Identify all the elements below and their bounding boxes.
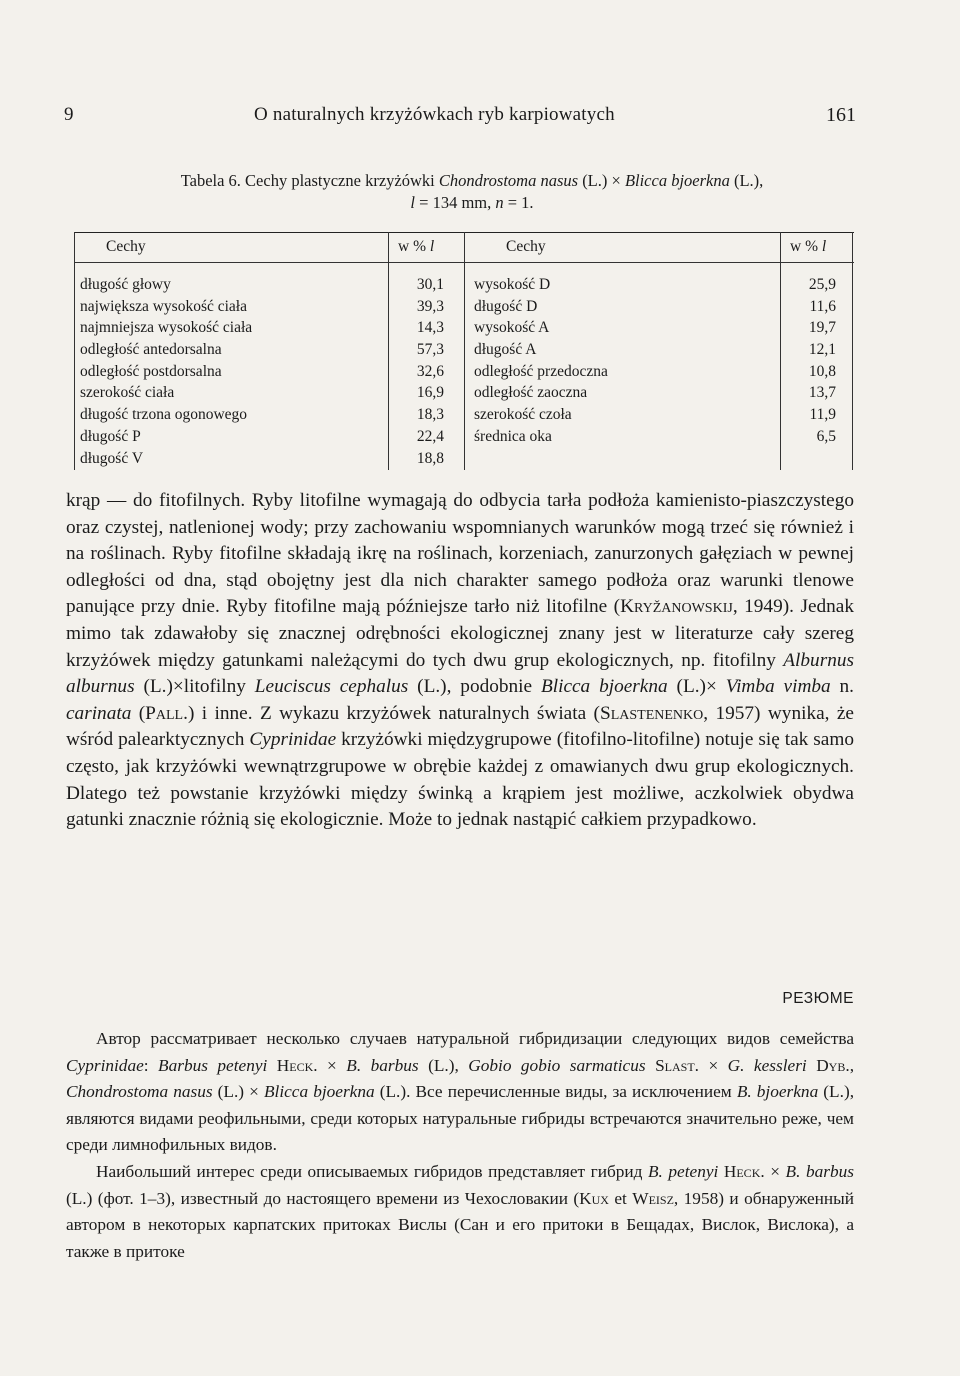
table-cell: 11,9 [809,406,836,424]
table-cell: 10,8 [808,362,836,380]
table-cell: 18,3 [416,406,444,424]
body-paragraph: krąp — do fitofilnych. Ryby litofilne wymagają do odbycia tarła podłoża kamienisto-piaszczystego oraz czystej, natlenionej wody; przy zachowaniu wspomnianych warunków mogą trzeć się również i na roślinach. Ryby fitofilne składają ikrę na roślinach, korzeniach, zanurzonych gałęziach w pewnej odległości od dna, stąd obojętny jest dla nich charakter samego podłoża oraz warunki tlenowe panujące przy dnie. Ryby fitofilne mają późniejsze tarło niż litofilne (Kryžanowskij, 1949). Jednak mimo tak zdawałoby się znacznej odrębności ekologicznej znany jest w literaturze cały szereg krzyżówek między gatunkami należącymi do tych dwu grup ekologicznych, np. fitofilny Alburnus alburnus (L.)×litofilny Leuciscus cephalus (L.), podobnie Blicca bjoerkna (L.)× Vimba vimba n. carinata (Pall.) i inne. Z wykazu krzyżówek naturalnych świata (Slastenenko, 1957) wynika, że wśród palearktycznych Cyprinidae krzyżówki międzygrupowe (fitofilno-litofilne) notuje się tak samo często, jak krzyżówki wewnątrzgrupowe w obrębie każdej z omawianych dwu grup ekologicznych. Dlatego też powstanie krzyżówki między świnką a krąpiem jest możliwe, aczkolwiek obydwa gatunki znacznie różnią się ekologicznie. Może to jednak nastąpić całkiem przypadkowo. [66,490,855,831]
table-cell: długość głowy [80,276,171,293]
resume-heading: РЕЗЮМЕ [782,990,854,1007]
table-cell: 57,3 [416,341,444,359]
table-cell: 14,3 [416,319,444,337]
resume-paragraph-1: Автор рассматривает несколько случаев натуральной гибридизации следующих видов семейства Cyprinidae: Barbus petenyi Heck. × B. barbus (L.), Gobio gobio sarmaticus Slast. × G. kessleri Dyb., Chondrostoma nasus (L.) × Blicca bjoerkna (L.). Все перечисленные виды, за исключением B. bjoerkna (L.), являются видами реофильными, среди которых натуральные гибриды встречаются значительно реже, чем среди лимнофильных видов. [66,1029,855,1155]
table-cell: odległość zaoczna [474,384,588,402]
table-cell: wysokość A [474,319,550,337]
table-cell: szerokość czoła [474,406,572,424]
table-cell: 13,7 [808,384,836,402]
resume-text [66,1026,854,1265]
table-cell: 39,3 [416,297,444,315]
header-pct-left: w % l [398,238,435,255]
table-cell: 18,8 [416,449,444,467]
table-cell: 12,1 [808,341,836,359]
page-number: 161 [826,104,856,126]
header-trait-left: Cechy [106,238,146,255]
right-traits-column [474,274,608,448]
traits-table [74,232,854,470]
table-cell: 6,5 [816,427,836,445]
table-cell: długość A [474,341,537,359]
table-cell: odległość antedorsalna [80,341,222,359]
table-cell: średnica oka [474,427,552,445]
table-cell: 11,6 [809,297,836,315]
table-cell: 30,1 [416,276,444,293]
table-cell: największa wysokość ciała [80,297,247,315]
header-pct-right: w % l [790,238,827,255]
table-cell: długość P [80,427,141,445]
table-cell: szerokość ciała [80,384,175,402]
table-cell: najmniejsza wysokość ciała [80,319,253,337]
section-number: 9 [64,104,74,125]
left-values-column [392,274,444,469]
resume-paragraph-2: Наибольший интерес среди описываемых гибридов представляет гибрид B. petenyi Heck. × B. barbus (L.) (фот. 1–3), известный до настоящего времени из Чехословакии (Kux et Weisz, 1958) и обнаруженный автором в некоторых карпатских притоках Вислы (Сан и его притоки в Бещадах, Вислок, Вислока), а также в притоке [66,1161,854,1261]
table-cell: długość V [80,449,144,467]
table-cell: długość trzona ogonowego [80,406,248,424]
table-cell: 32,6 [416,362,444,380]
running-title: O naturalnych krzyżówkach ryb karpiowatych [254,104,615,125]
table-cell: 25,9 [808,276,836,293]
right-values-column [784,274,836,448]
table-cell: 22,4 [416,427,444,445]
table-cell: wysokość D [474,276,551,293]
table-cell: odległość przedoczna [474,362,608,380]
table-cell: długość D [474,297,538,315]
table-cell: odległość postdorsalna [80,362,222,380]
table-cell: 19,7 [808,319,836,337]
table-cell: 16,9 [416,384,444,402]
running-header [64,104,856,128]
body-text [66,488,854,834]
left-traits-column [80,274,252,469]
table-caption: Tabela 6. Cechy plastyczne krzyżówki Chondrostoma nasus (L.) × Blicca bjoerkna (L.), l = 134 mm, n = 1. [180,171,764,212]
header-trait-right: Cechy [506,238,546,255]
